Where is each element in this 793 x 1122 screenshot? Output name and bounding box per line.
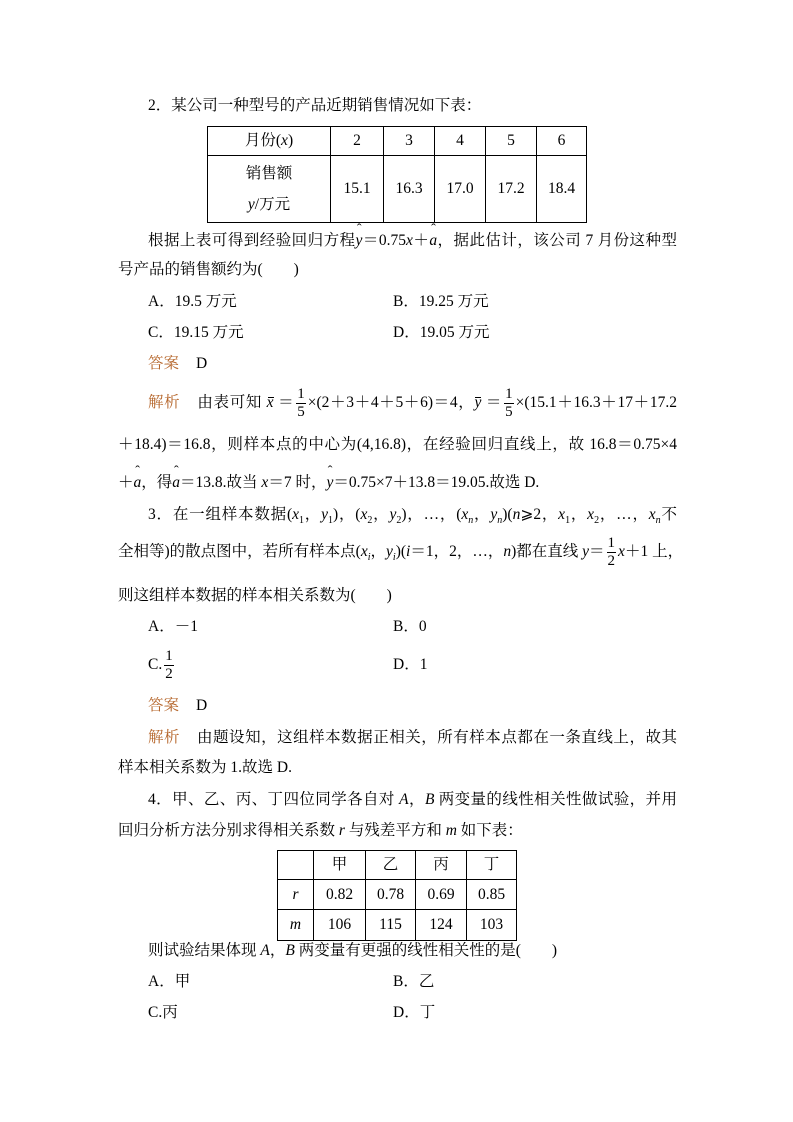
m-value-cell: 103: [467, 910, 517, 941]
math-variable: m: [445, 822, 457, 839]
text-run: 号产品的销售额约为( ): [118, 261, 299, 278]
text-run: /万元: [254, 196, 291, 213]
hat-variable: ˆ y: [356, 231, 363, 251]
r-row-label: [278, 880, 314, 910]
text-run: ，: [473, 506, 491, 523]
text-run: )(: [502, 506, 513, 523]
fraction-denominator: 5: [505, 403, 513, 420]
math-variable: r: [338, 822, 345, 839]
text-run: ，: [570, 506, 588, 523]
text-run: ×(2＋3＋4＋5＋6)＝4，: [307, 394, 475, 411]
r-value-cell: 0.78: [366, 880, 416, 910]
q4-option-c: C.丙: [148, 1004, 178, 1021]
text-run: ＋18.4)＝16.8，则样本点的中心为(4,16.8)，在经验回归直线上，故 16.8＝0.75×4: [118, 436, 677, 453]
sales-cell: 15.1: [331, 156, 384, 223]
m-value-cell: 124: [416, 910, 467, 941]
subscripted-variable: [292, 506, 304, 526]
math-variable: x: [261, 474, 269, 491]
subscripted-variable: [490, 506, 503, 526]
text-run: 则这组样本数据的样本相关系数为( ): [118, 587, 392, 604]
q4-correlation-table: [277, 850, 517, 941]
subscripted-variable: [321, 506, 333, 526]
text-run: ＝: [273, 394, 295, 411]
math-variable: n: [512, 506, 521, 523]
fraction-numerator: 1: [607, 534, 616, 551]
m-value-cell: 106: [314, 910, 366, 941]
q4-stem-line-1: [148, 790, 677, 810]
r-value-cell: 0.69: [416, 880, 467, 910]
math-variable: B: [285, 942, 295, 959]
text-run: ): [287, 132, 294, 149]
hat-variable: ˆ a: [134, 473, 142, 493]
student-header-row: [278, 851, 517, 880]
math-variable: x: [360, 543, 368, 560]
sales-row: [208, 156, 587, 223]
fraction-numerator: 1: [165, 647, 173, 664]
sales-cell: 16.3: [384, 156, 435, 223]
q2-answer: [148, 354, 207, 374]
math-variable: x: [558, 506, 566, 523]
text-run: 3．在一组样本数据(: [148, 506, 293, 523]
text-run: )，…，(: [401, 506, 462, 523]
fraction: [164, 649, 174, 682]
q2-option-b: B．19.25 万元: [393, 293, 489, 310]
month-cell: 3: [384, 127, 435, 156]
r-row: [278, 880, 517, 910]
q4-option-a: A．甲: [148, 973, 191, 990]
math-variable: y: [389, 506, 397, 523]
math-variable: r: [292, 885, 299, 903]
text-run: 月份(: [244, 132, 282, 149]
text-run: ＝13.8.故当: [180, 474, 262, 491]
subscripted-variable: [558, 506, 571, 526]
q3-answer: [148, 696, 207, 716]
hat-variable: ˆ a: [429, 231, 437, 251]
subscripted-variable: [360, 506, 373, 526]
subscript: 2: [367, 515, 373, 526]
hat-variable: ˆ y: [326, 473, 333, 493]
text-run: 两变量的线性相关性做试验，并用: [434, 791, 677, 808]
q2-body-line-2: [118, 260, 299, 280]
answer-label: 答案: [148, 355, 180, 372]
math-variable: y: [247, 196, 255, 213]
text-run: ，: [304, 506, 322, 523]
student-header-cell: 丁: [467, 851, 517, 880]
subscripted-variable: [389, 506, 402, 526]
math-variable: A: [260, 942, 270, 959]
q3-option-d: D．1: [393, 656, 428, 673]
month-cell: 2: [331, 127, 384, 156]
r-value-cell: 0.85: [467, 880, 517, 910]
subscripted-variable: [386, 543, 396, 563]
math-variable: x: [292, 506, 299, 523]
math-variable: y: [582, 543, 590, 560]
subscript: 1: [565, 515, 571, 526]
text-run: ＝7 时，: [268, 474, 327, 491]
math-variable: n: [503, 543, 512, 560]
fraction-numerator: 1: [297, 385, 305, 402]
text-run: 两变量有更强的线性相关性的是( ): [294, 942, 558, 959]
math-variable: y: [321, 506, 328, 523]
analysis-label: 解析: [148, 394, 181, 411]
text-run: 与残差平方和: [344, 822, 446, 839]
bar-variable: y: [474, 394, 482, 411]
q3-analysis-line-1: [148, 728, 677, 748]
q2-sales-table: [207, 126, 587, 223]
q3-analysis-line-2: 样本相关系数为 1.故选 D.: [118, 759, 292, 776]
text-run: ＝0.75: [362, 232, 406, 249]
fraction: [607, 536, 617, 569]
math-variable: x: [405, 232, 413, 249]
sales-cell: 17.0: [435, 156, 486, 223]
q2-option-c: C．19.15 万元: [148, 324, 244, 341]
text-run: 全相等)的散点图中，若所有样本点(: [118, 543, 361, 560]
month-row: [208, 127, 587, 156]
table-corner-cell: [278, 851, 314, 880]
math-variable: m: [289, 916, 302, 933]
subscript: i: [367, 552, 371, 563]
text-run: 则试验结果体现: [148, 942, 261, 959]
month-cell: 4: [435, 127, 486, 156]
text-run: ＝1，2，…，: [410, 543, 504, 560]
answer-label: 答案: [148, 697, 180, 714]
q3-stem-line-2: [118, 534, 684, 569]
math-variable: x: [587, 506, 595, 523]
q2-option-d: D．19.05 万元: [393, 324, 490, 341]
text-run: ，: [408, 791, 425, 808]
text-run: ＝0.75×7＋13.8＝19.05.故选 D.: [333, 474, 540, 491]
text-run: 销售额: [245, 165, 293, 182]
fraction-denominator: 2: [165, 665, 173, 682]
sales-cell: 18.4: [537, 156, 587, 223]
subscripted-variable: [648, 506, 661, 526]
student-header-cell: 乙: [366, 851, 416, 880]
math-variable: x: [360, 506, 368, 523]
text-run: ＝: [589, 543, 605, 560]
q4-option-b: B．乙: [393, 973, 435, 990]
subscript: 2: [594, 515, 600, 526]
text-run: ＝: [481, 394, 503, 411]
fraction-numerator: 1: [505, 385, 513, 402]
math-variable: y: [386, 543, 393, 560]
sales-cell: 17.2: [486, 156, 537, 223]
m-value-cell: 115: [366, 910, 416, 941]
fraction-denominator: 5: [297, 403, 305, 420]
math-variable: x: [648, 506, 656, 523]
m-row-label: [278, 910, 314, 941]
sales-header-label: [208, 156, 331, 223]
q2-option-a: A．19.5 万元: [148, 293, 237, 310]
r-value-cell: 0.82: [314, 880, 366, 910]
text-run: ，: [269, 942, 286, 959]
text-run: ，据此估计，该公司 7 月份这种型: [437, 232, 677, 249]
fraction: [296, 387, 306, 420]
q4-option-d: D．丁: [393, 1004, 436, 1021]
text-run: ，…，: [599, 506, 649, 523]
bar-variable: x: [266, 394, 274, 411]
student-header-cell: 甲: [314, 851, 366, 880]
answer-value: D: [196, 355, 208, 372]
q4-stem-line-3: [148, 941, 557, 961]
subscript: n: [497, 515, 503, 526]
q3-option-c: [148, 647, 176, 682]
q2-analysis-line-1: [148, 385, 677, 420]
text-run: ＋: [118, 474, 134, 491]
text-run: ，: [370, 543, 387, 560]
month-cell: 5: [486, 127, 537, 156]
math-variable: i: [406, 543, 411, 560]
answer-value: D: [196, 697, 208, 714]
subscript: n: [655, 515, 661, 526]
q3-stem-line-3: [118, 586, 392, 606]
subscript: n: [468, 515, 474, 526]
subscript: 2: [396, 515, 402, 526]
subscripted-variable: [587, 506, 600, 526]
q2-analysis-line-3: [118, 473, 539, 493]
math-variable: A: [399, 791, 409, 808]
math-variable: x: [618, 543, 625, 560]
q3-stem-line-1: [148, 505, 677, 525]
q3-option-b: B．0: [393, 618, 427, 635]
math-variable: x: [281, 132, 288, 149]
q2-stem: 2．某公司一种型号的产品近期销售情况如下表：: [148, 97, 482, 114]
text-run: 如下表：: [456, 822, 523, 839]
text-run: ⩾2，: [520, 506, 559, 523]
text-run: ＋1 上，: [624, 543, 684, 560]
text-run: 不: [660, 506, 677, 523]
text-run: )(: [395, 543, 407, 560]
math-variable: x: [461, 506, 469, 523]
subscript: 1: [328, 515, 333, 526]
m-row: [278, 910, 517, 941]
fraction: [504, 387, 514, 420]
q2-analysis-line-2: [118, 435, 677, 455]
subscripted-variable: [360, 543, 371, 563]
text-run: ，: [372, 506, 390, 523]
text-run: 由表可知: [197, 394, 267, 411]
q2-body-line-1: [148, 231, 677, 251]
math-variable: y: [490, 506, 498, 523]
month-cell: 6: [537, 127, 587, 156]
analysis-text: [197, 385, 677, 420]
text-run: )都在直线: [511, 543, 583, 560]
q3-option-a: A．－1: [148, 618, 198, 635]
text-run: )，(: [333, 506, 361, 523]
text-run: ，得: [141, 474, 173, 491]
fraction-denominator: 2: [607, 552, 616, 569]
q4-stem-line-2: [118, 821, 523, 841]
text-run: ×(15.1＋16.3＋17＋17.2: [515, 394, 677, 411]
student-header-cell: 丙: [416, 851, 467, 880]
subscript: 1: [299, 515, 304, 526]
analysis-text: 由题设知，这组样本数据正相关，所有样本点都在一条直线上，故其: [197, 729, 677, 746]
subscript: i: [392, 552, 396, 563]
text-run: ＋: [412, 232, 430, 249]
text-run: 4．甲、乙、丙、丁四位同学各自对: [148, 791, 400, 808]
hat-variable: ˆ a: [172, 473, 180, 493]
math-variable: B: [424, 791, 435, 808]
analysis-label: 解析: [148, 729, 181, 746]
month-header-label: [208, 127, 331, 156]
subscripted-variable: [461, 506, 474, 526]
text-run: C.: [148, 656, 163, 673]
text-run: 回归分析方法分别求得相关系数: [118, 822, 339, 839]
text-run: 根据上表可得到经验回归方程: [148, 232, 356, 249]
